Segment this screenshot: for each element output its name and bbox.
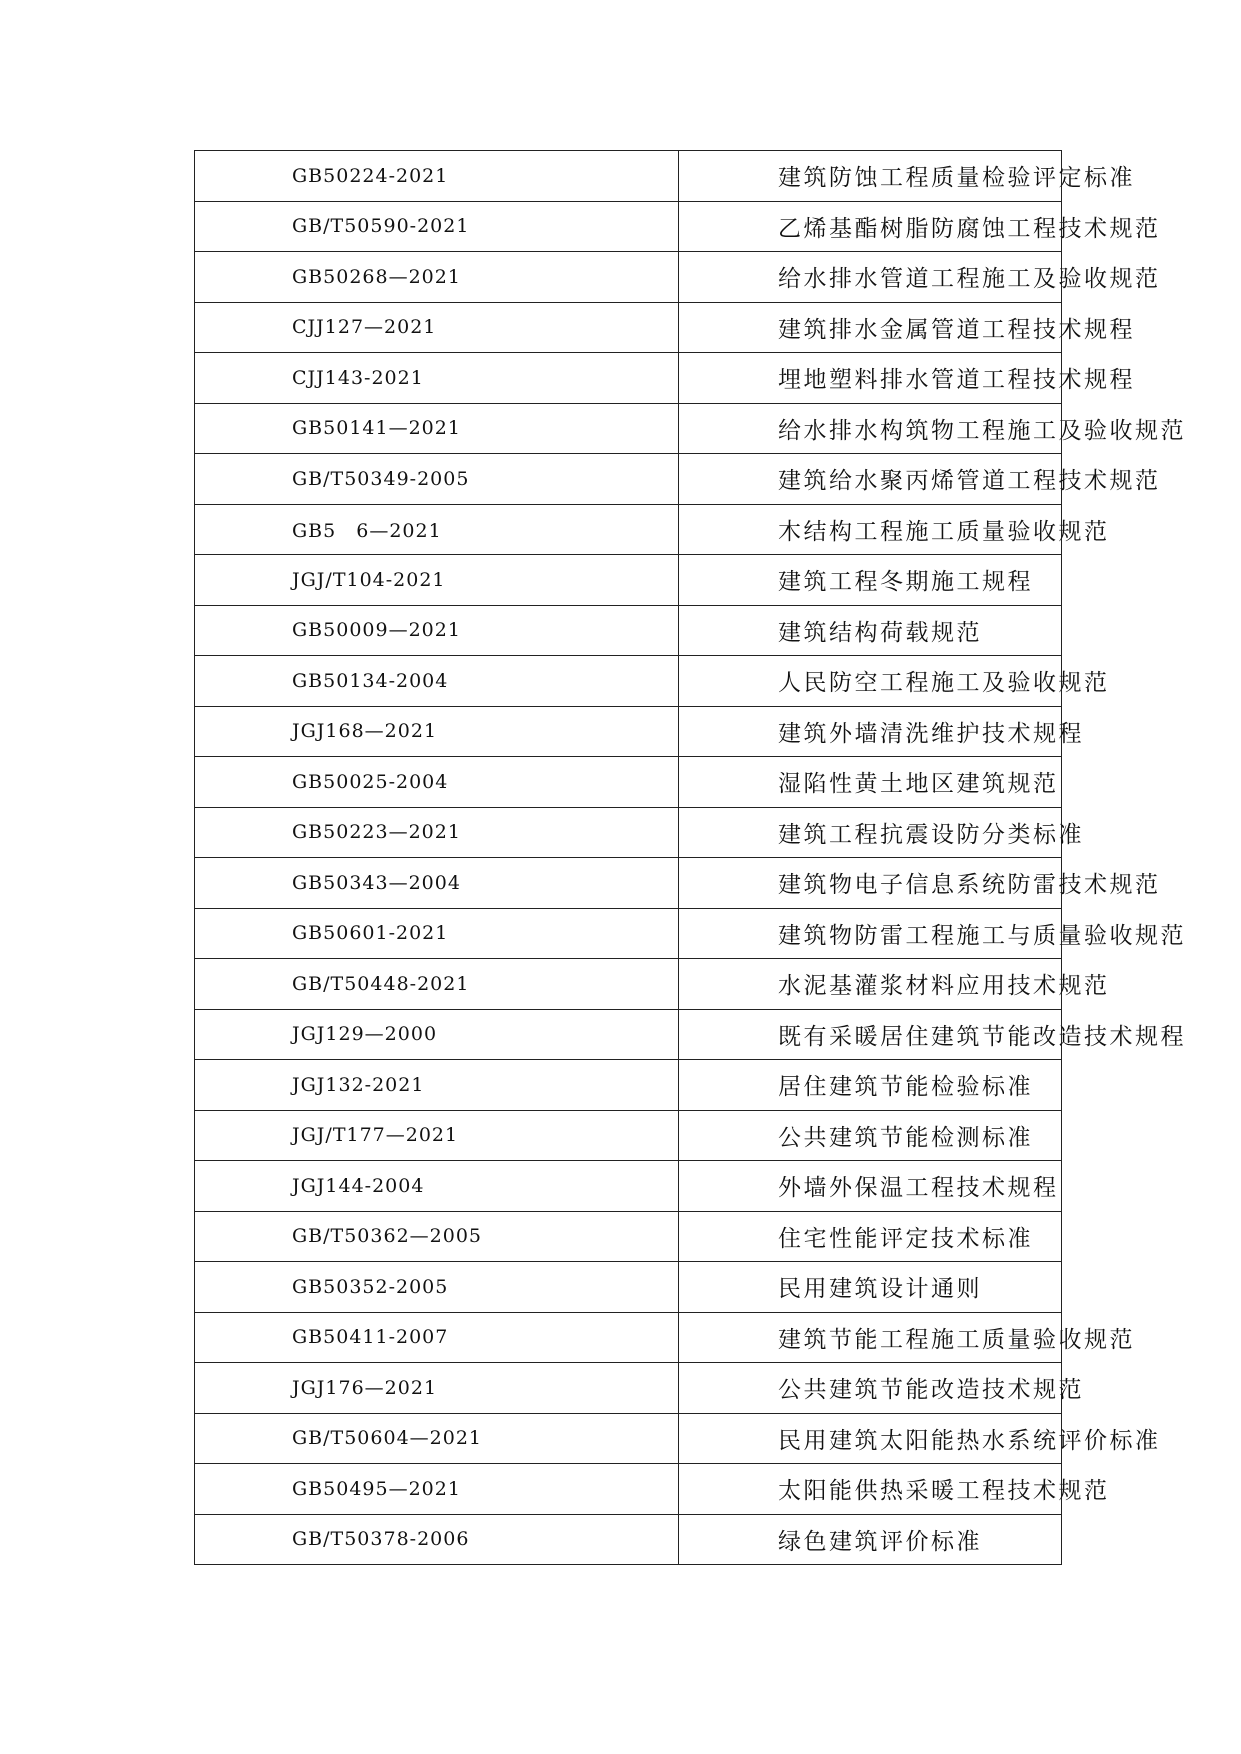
standard-code-cell: GB50411-2007 (195, 1312, 679, 1363)
standard-code-cell: GB/T50448-2021 (195, 959, 679, 1010)
standard-code-cell: JGJ176—2021 (195, 1363, 679, 1414)
table-row (195, 252, 1062, 303)
table-row (195, 1262, 1062, 1313)
standard-code-cell: JGJ/T177—2021 (195, 1110, 679, 1161)
table-row (195, 353, 1062, 404)
standard-code-cell: JGJ168—2021 (195, 706, 679, 757)
standard-name-cell: 建筑物防雷工程施工与质量验收规范 (679, 908, 1062, 959)
table-row (195, 1312, 1062, 1363)
table-row (195, 454, 1062, 505)
standard-code-cell: GB/T50378-2006 (195, 1514, 679, 1565)
standard-name-cell: 建筑工程冬期施工规程 (679, 555, 1062, 606)
table-row (195, 858, 1062, 909)
standard-name-cell: 水泥基灌浆材料应用技术规范 (679, 959, 1062, 1010)
standard-code-cell: GB50495—2021 (195, 1464, 679, 1515)
standard-name-cell: 住宅性能评定技术标准 (679, 1211, 1062, 1262)
standard-code-cell: JGJ132-2021 (195, 1060, 679, 1111)
standard-name-cell: 给水排水管道工程施工及验收规范 (679, 252, 1062, 303)
standard-code-cell: GB/T50349-2005 (195, 454, 679, 505)
table-row (195, 1514, 1062, 1565)
table-row (195, 1211, 1062, 1262)
table-row (195, 757, 1062, 808)
standard-code-cell: GB50268—2021 (195, 252, 679, 303)
table-row (195, 1009, 1062, 1060)
standard-name-cell: 建筑给水聚丙烯管道工程技术规范 (679, 454, 1062, 505)
table-row (195, 151, 1062, 202)
table-row (195, 605, 1062, 656)
standard-name-cell: 绿色建筑评价标准 (679, 1514, 1062, 1565)
standard-name-cell: 建筑防蚀工程质量检验评定标准 (679, 151, 1062, 202)
table-row (195, 1110, 1062, 1161)
table-row (195, 201, 1062, 252)
standard-code-cell: GB50224-2021 (195, 151, 679, 202)
table-row (195, 807, 1062, 858)
table-row (195, 1413, 1062, 1464)
table-row (195, 908, 1062, 959)
standards-table-body (195, 151, 1186, 1565)
table-row (195, 403, 1062, 454)
standard-code-cell: GB/T50604—2021 (195, 1413, 679, 1464)
standard-name-cell: 民用建筑太阳能热水系统评价标准 (679, 1413, 1062, 1464)
table-row (195, 706, 1062, 757)
standard-name-cell: 民用建筑设计通则 (679, 1262, 1062, 1313)
standards-table (194, 150, 1186, 1565)
standard-name-cell: 建筑结构荷载规范 (679, 605, 1062, 656)
standard-name-cell: 建筑排水金属管道工程技术规程 (679, 302, 1062, 353)
table-row (195, 656, 1062, 707)
standard-name-cell: 建筑物电子信息系统防雷技术规范 (679, 858, 1062, 909)
standard-code-cell: CJJ127—2021 (195, 302, 679, 353)
standard-code-cell: GB50601-2021 (195, 908, 679, 959)
table-row (195, 1363, 1062, 1414)
table-row (195, 555, 1062, 606)
standard-code-cell: GB50352-2005 (195, 1262, 679, 1313)
standard-name-cell: 乙烯基酯树脂防腐蚀工程技术规范 (679, 201, 1062, 252)
standard-code-cell: GB/T50362—2005 (195, 1211, 679, 1262)
standard-code-cell: JGJ129—2000 (195, 1009, 679, 1060)
table-row (195, 1464, 1062, 1515)
standard-name-cell: 建筑节能工程施工质量验收规范 (679, 1312, 1062, 1363)
standard-name-cell: 木结构工程施工质量验收规范 (679, 504, 1062, 555)
standard-code-cell: GB5 6—2021 (195, 504, 679, 555)
standard-name-cell: 公共建筑节能改造技术规范 (679, 1363, 1062, 1414)
standard-name-cell: 居住建筑节能检验标准 (679, 1060, 1062, 1111)
standard-code-cell: GB50134-2004 (195, 656, 679, 707)
standard-code-cell: GB50223—2021 (195, 807, 679, 858)
standard-name-cell: 既有采暖居住建筑节能改造技术规程 (679, 1009, 1062, 1060)
standard-code-cell: JGJ/T104-2021 (195, 555, 679, 606)
standard-code-cell: GB50009—2021 (195, 605, 679, 656)
standard-code-cell: GB50025-2004 (195, 757, 679, 808)
standard-code-cell: GB/T50590-2021 (195, 201, 679, 252)
standard-name-cell: 建筑工程抗震设防分类标准 (679, 807, 1062, 858)
standard-name-cell: 外墙外保温工程技术规程 (679, 1161, 1062, 1212)
table-row (195, 1161, 1062, 1212)
standard-name-cell: 给水排水构筑物工程施工及验收规范 (679, 403, 1062, 454)
standard-code-cell: JGJ144-2004 (195, 1161, 679, 1212)
standard-code-cell: CJJ143-2021 (195, 353, 679, 404)
standard-code-cell: GB50343—2004 (195, 858, 679, 909)
standard-name-cell: 建筑外墙清洗维护技术规程 (679, 706, 1062, 757)
standard-name-cell: 湿陷性黄土地区建筑规范 (679, 757, 1062, 808)
standard-code-cell: GB50141—2021 (195, 403, 679, 454)
table-row (195, 1060, 1062, 1111)
standard-name-cell: 人民防空工程施工及验收规范 (679, 656, 1062, 707)
table-row (195, 302, 1062, 353)
standard-name-cell: 公共建筑节能检测标准 (679, 1110, 1062, 1161)
standard-name-cell: 太阳能供热采暖工程技术规范 (679, 1464, 1062, 1515)
table-row (195, 959, 1062, 1010)
standard-name-cell: 埋地塑料排水管道工程技术规程 (679, 353, 1062, 404)
table-row (195, 504, 1062, 555)
